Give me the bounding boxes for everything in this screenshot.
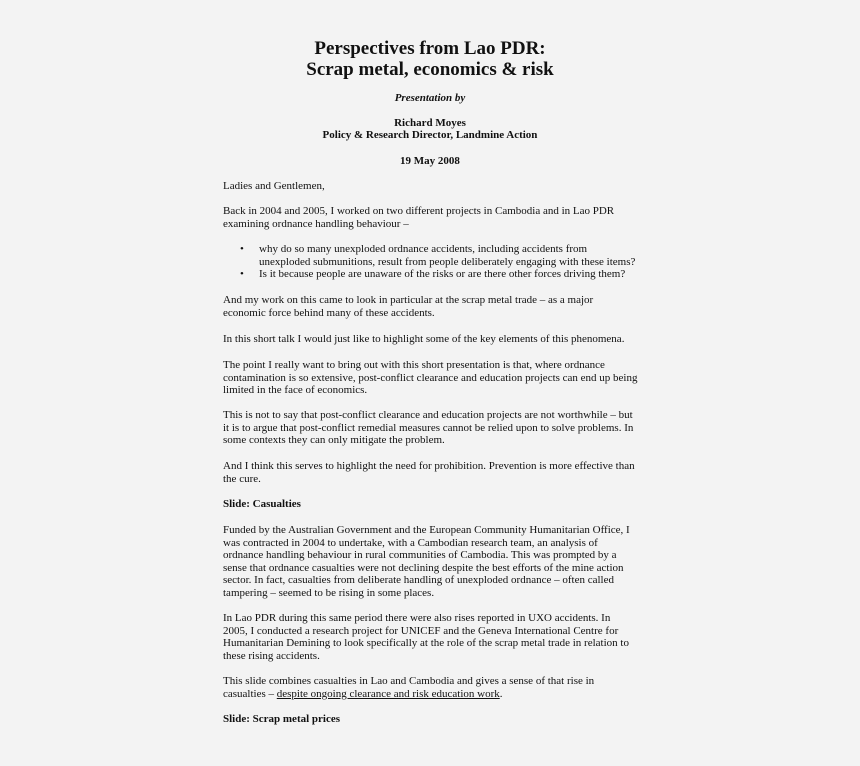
list-item: • Is it because people are unaware of the risks or are there other forces driving them? xyxy=(240,268,626,280)
paragraph-4: The point I really want to bring out with this short presentation is that, where ordnance contamination is so extensive, post-conflict clearance and education projects can end up being limited in the face of economics. xyxy=(223,359,638,396)
paragraph-7: Funded by the Australian Government and the European Community Humanitarian Office, I was contracted in 2004 to undertake, with a Cambodian research team, an analysis of ordnance handling behaviour in rural communities of Cambodia. This was prompted by a sense that ordnance casualties were not declining despite the best efforts of the mine action sector. In fact, casualties from deliberate handling of unexploded ordnance – often called tampering – seemed to be rising in some places. xyxy=(223,524,630,599)
author-role: Policy & Research Director, Landmine Action xyxy=(322,129,538,141)
presented-by: Presentation by xyxy=(394,92,466,104)
author-name: Richard Moyes xyxy=(394,117,466,129)
section-heading-casualties: Slide: Casualties xyxy=(223,498,301,510)
paragraph-1: Back in 2004 and 2005, I worked on two different projects in Cambodia and in Lao PDR examining ordnance handling behaviour – xyxy=(223,205,615,230)
underlined-phrase: despite ongoing clearance and risk education work xyxy=(276,687,500,700)
title-line-2: Scrap metal, economics & risk xyxy=(306,59,554,80)
paragraph-9: This slide combines casualties in Lao and Cambodia and gives a sense of that rise in casualties – despite ongoing clearance and risk education work. xyxy=(223,675,595,700)
document-title xyxy=(0,38,860,80)
paragraph-3: In this short talk I would just like to highlight some of the key elements of this phenomena. xyxy=(223,333,625,345)
title-line-1: Perspectives from Lao PDR: xyxy=(314,38,546,59)
presentation-date: 19 May 2008 xyxy=(400,155,460,167)
paragraph-5: This is not to say that post-conflict clearance and education projects are not worthwhile – but it is to argue that post-conflict remedial measures cannot be relied upon to solve problems. In some contexts they can only mitigate the problem. xyxy=(223,409,634,446)
list-item: • why do so many unexploded ordnance accidents, including accidents from unexploded submunitions, result from people deliberately engaging with these items? xyxy=(240,243,636,268)
bullet-dot: • xyxy=(240,268,244,280)
bullet-dot: • xyxy=(240,243,244,255)
paragraph-8: In Lao PDR during this same period there were also rises reported in UXO accidents. In 2005, I conducted a research project for UNICEF and the Geneva International Centre for Humanitarian Demining to look specifically at the role of the scrap metal trade in relation to these rising accidents. xyxy=(223,612,629,662)
paragraph-2: And my work on this came to look in particular at the scrap metal trade – as a major economic force behind many of these accidents. xyxy=(223,294,594,319)
greeting: Ladies and Gentlemen, xyxy=(223,180,325,192)
section-heading-scrap-metal-prices: Slide: Scrap metal prices xyxy=(223,713,341,725)
bullet-list xyxy=(223,243,643,281)
paragraph-6: And I think this serves to highlight the need for prohibition. Prevention is more effective than the cure. xyxy=(223,460,635,485)
